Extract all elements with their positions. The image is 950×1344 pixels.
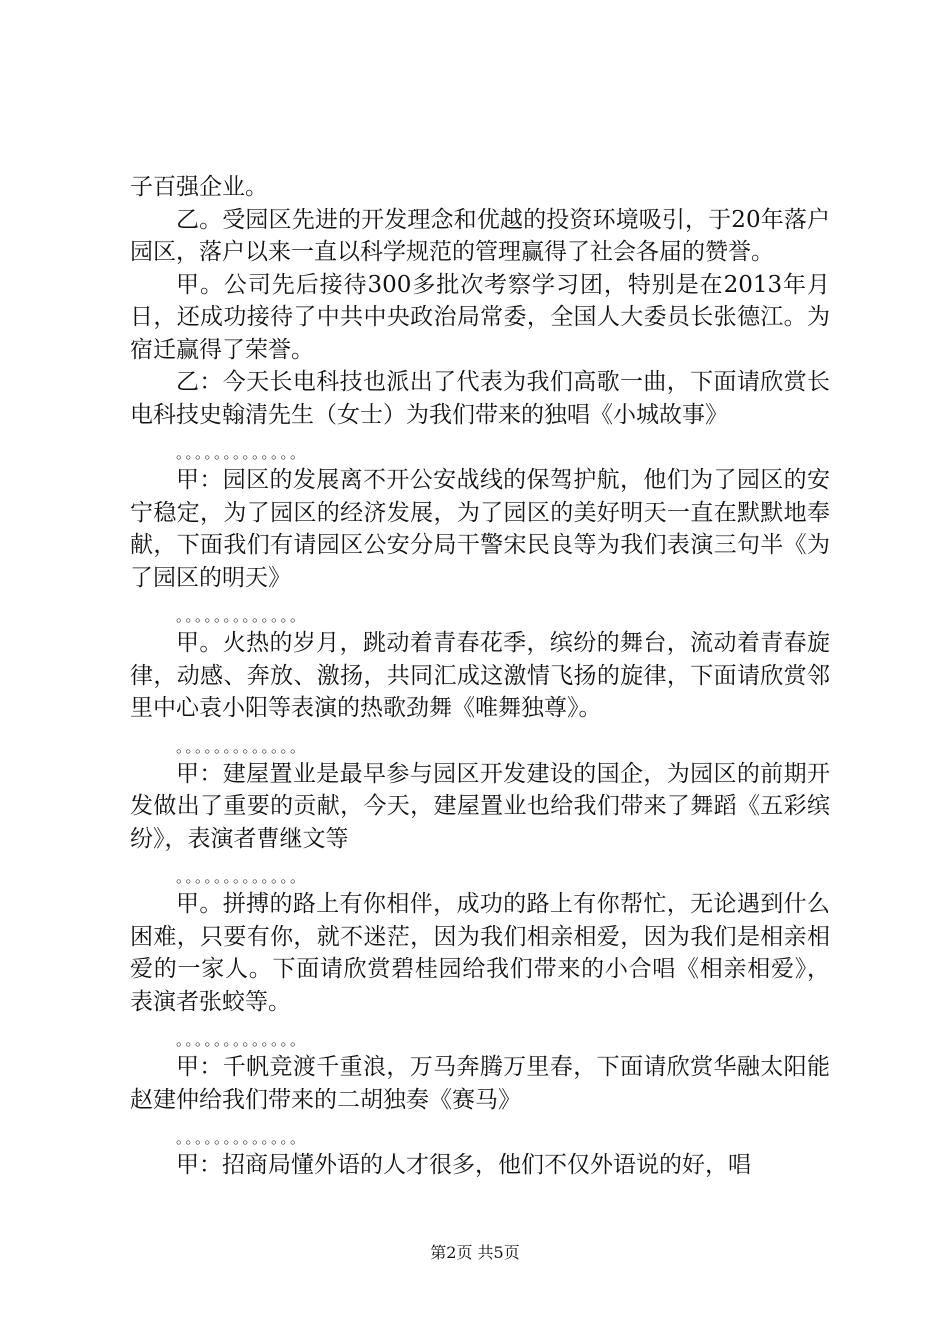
ellipsis-separator: 。。。。。。。。。。。。。 <box>176 868 308 886</box>
ellipsis-separator: 。。。。。。。。。。。。。 <box>176 737 308 756</box>
paragraph-yi-enterprise-intro: 乙。受园区先进的开发理念和优越的投资环境吸引，于20年落户园区，落户以来一直以科学规范的管理赢得了社会各届的赞誉。 <box>130 206 830 265</box>
ellipsis-separator: 。。。。。。。。。。。。。 <box>176 444 308 462</box>
ellipsis-separator: 。。。。。。。。。。。。。 <box>176 1031 308 1049</box>
document-body <box>130 171 830 1182</box>
page-number-footer: 第2页 共5页 <box>430 1243 520 1262</box>
paragraph-continuation: 子百强企业。 <box>130 174 268 200</box>
paragraph-yi-solo-song: 乙：今天长电科技也派出了代表为我们高歌一曲，下面请欣赏长电科技史翰清先生（女士）为我们带来的独唱《小城故事》 <box>130 369 830 428</box>
paragraph-jia-construction-dance: 甲：建屋置业是最早参与园区开发建设的国企，为园区的前期开发做出了重要的贡献，今天，建屋置业也给我们带来了舞蹈《五彩缤纷》，表演者曹继文等 <box>130 760 830 852</box>
paragraph-jia-reception: 甲。公司先后接待300多批次考察学习团，特别是在2013年月日，还成功接待了中共中央政治局常委，全国人大委员长张德江。为宿迁赢得了荣誉。 <box>130 271 830 363</box>
ellipsis-separator: 。。。。。。。。。。。。。 <box>176 607 308 625</box>
paragraph-jia-police-performance: 甲：园区的发展离不开公安战线的保驾护航，他们为了园区的安宁稳定，为了园区的经济发展，为了园区的美好明天一直在默默地奉献，下面我们有请园区公安分局干警宋民良等为我们表演三句半《为了园区的明天》 <box>130 467 830 591</box>
paragraph-jia-dance: 甲。火热的岁月，跳动着青春花季，缤纷的舞台，流动着青春旋律，动感、奔放、激扬，共同汇成这激情飞扬的旋律，下面请欣赏邻里中心袁小阳等表演的热歌劲舞《唯舞独尊》。 <box>130 630 830 721</box>
paragraph-jia-investment-bureau: 甲：招商局懂外语的人才很多，他们不仅外语说的好，唱 <box>176 1152 751 1178</box>
ellipsis-separator: 。。。。。。。。。。。。。 <box>176 1129 308 1147</box>
paragraph-jia-erhu-solo: 甲：千帆竞渡千重浪，万马奔腾万里春，下面请欣赏华融太阳能赵建仲给我们带来的二胡独奏《赛马》 <box>130 1054 830 1113</box>
paragraph-jia-chorus: 甲。拼搏的路上有你相伴，成功的路上有你帮忙，无论遇到什么困难，只要有你，就不迷茫，因为我们相亲相爱，因为我们是相亲相爱的一家人。下面请欣赏碧桂园给我们带来的小合唱《相亲相爱》，表演者张蛟等。 <box>130 891 830 1015</box>
